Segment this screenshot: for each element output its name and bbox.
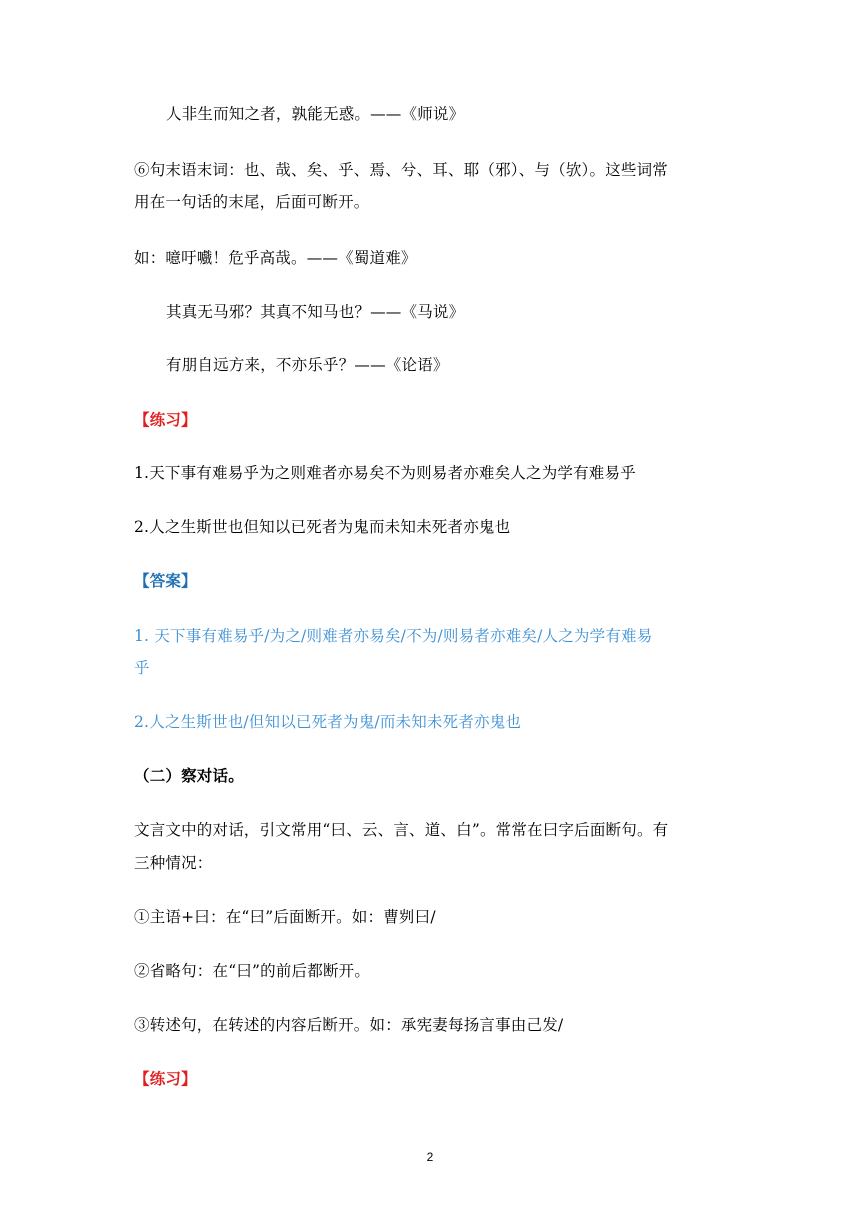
example-shudaonan: 如：噫吁嚱！危乎高哉。——《蜀道难》 xyxy=(134,249,417,267)
exercise-item-2: 2.人之生斯世也但知以已死者为鬼而未知未死者亦鬼也 xyxy=(134,518,511,536)
rule-sentence-final-particles-cont: 用在一句话的末尾，后面可断开。 xyxy=(134,193,370,211)
example-lunyu: 有朋自远方来，不亦乐乎？——《论语》 xyxy=(166,356,449,374)
page-number: 2 xyxy=(426,1150,434,1164)
exercise-label-2: 【练习】 xyxy=(134,1070,197,1088)
dialogue-case-1: ①主语+曰：在“曰”后面断开。如：曹刿曰/ xyxy=(134,908,436,926)
answer-item-2: 2.人之生斯世也/但知以已死者为鬼/而未知未死者亦鬼也 xyxy=(134,713,522,731)
answer-item-1-cont: 乎 xyxy=(134,659,150,677)
example-mashuo: 其真无马邪？其真不知马也？——《马说》 xyxy=(166,303,465,321)
dialogue-case-2: ②省略句：在“曰”的前后都断开。 xyxy=(134,962,371,980)
exercise-item-1: 1.天下事有难易乎为之则难者亦易矣不为则易者亦难矣人之为学有难易乎 xyxy=(134,464,636,482)
dialogue-case-3: ③转述句，在转述的内容后断开。如：承宪妻每扬言事由己发/ xyxy=(134,1016,564,1034)
section-heading-dialogue: （二）察对话。 xyxy=(134,767,244,785)
dialogue-intro: 文言文中的对话，引文常用“曰、云、言、道、白”。常常在曰字后面断句。有 xyxy=(134,821,669,839)
exercise-label: 【练习】 xyxy=(134,411,197,429)
quote-shishuo: 人非生而知之者，孰能无惑。——《师说》 xyxy=(166,105,465,123)
answer-label: 【答案】 xyxy=(134,572,197,590)
dialogue-intro-cont: 三种情况： xyxy=(134,854,213,872)
rule-sentence-final-particles: ⑥句末语末词：也、哉、矣、乎、焉、兮、耳、耶（邪）、与（欤）。这些词常 xyxy=(134,161,669,179)
answer-item-1: 1. 天下事有难易乎/为之/则难者亦易矣/不为/则易者亦难矣/人之为学有难易 xyxy=(134,627,653,645)
